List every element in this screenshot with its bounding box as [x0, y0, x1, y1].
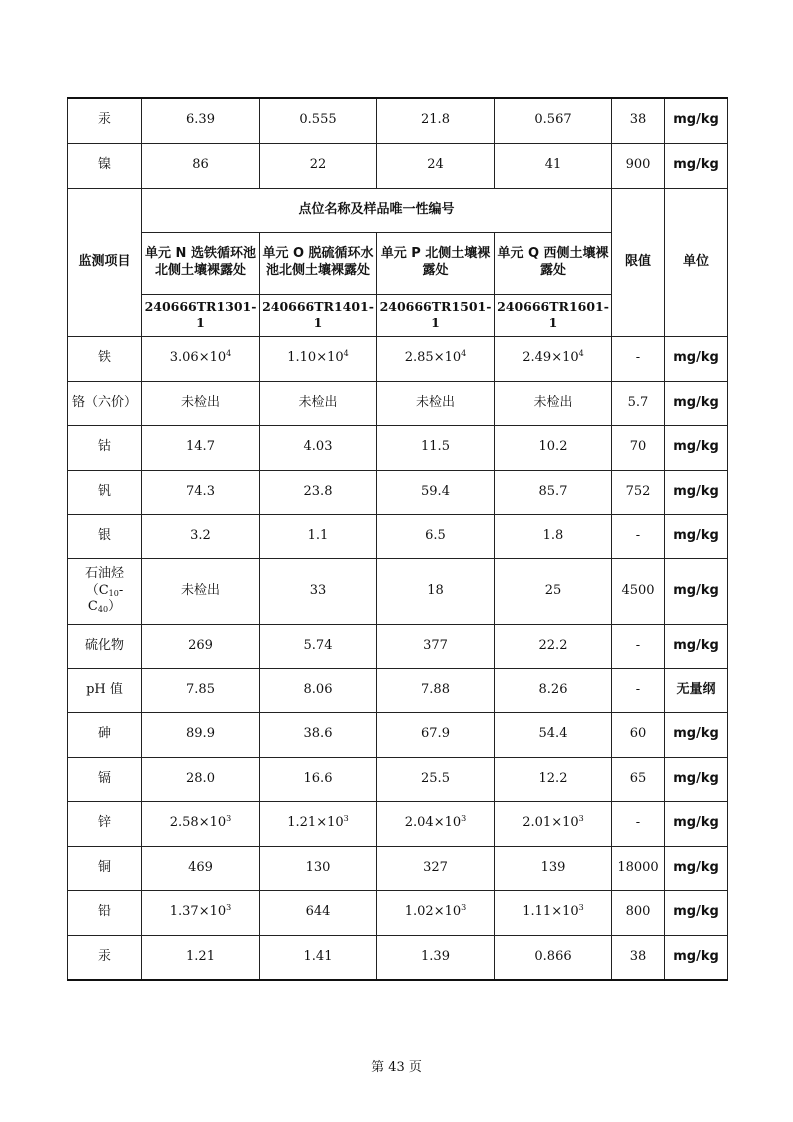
table-row [68, 98, 728, 143]
limit-cell: 752 [612, 470, 665, 514]
unit-cell: mg/kg [665, 935, 728, 980]
value-cell: 21.8 [377, 98, 495, 143]
site-name-header: 单元 O 脱硫循环水池北侧土壤裸露处 [260, 232, 377, 294]
item-cell: 钒 [68, 470, 142, 514]
group-header: 点位名称及样品唯一性编号 [142, 188, 612, 232]
value-cell: 67.9 [377, 712, 495, 757]
unit-cell: mg/kg [665, 801, 728, 846]
value-cell: 22 [260, 143, 377, 188]
table-row [68, 425, 728, 470]
value-cell: 1.21 [142, 935, 260, 980]
value-cell: 130 [260, 846, 377, 890]
table-row [68, 558, 728, 624]
value-cell: 86 [142, 143, 260, 188]
value-cell: 4.03 [260, 425, 377, 470]
value-cell: 139 [495, 846, 612, 890]
sample-code-header: 240666TR1401-1 [260, 294, 377, 336]
value-cell: 54.4 [495, 712, 612, 757]
unit-cell: mg/kg [665, 624, 728, 668]
limit-cell: - [612, 801, 665, 846]
value-cell: $1.11\times 10^3$ [495, 890, 612, 935]
value-cell: 41 [495, 143, 612, 188]
value-cell: 3.2 [142, 514, 260, 558]
item-cell: 锌 [68, 801, 142, 846]
value-cell: 0.866 [495, 935, 612, 980]
item-cell: 镉 [68, 757, 142, 801]
value-cell: 18 [377, 558, 495, 624]
item-cell: 汞 [68, 98, 142, 143]
table-row [68, 514, 728, 558]
limit-cell: 38 [612, 935, 665, 980]
value-cell: 644 [260, 890, 377, 935]
item-cell: 铁 [68, 336, 142, 381]
page-suffix: 页 [408, 1060, 422, 1075]
value-cell: 14.7 [142, 425, 260, 470]
value-cell: 269 [142, 624, 260, 668]
table-row [68, 757, 728, 801]
table-row [68, 846, 728, 890]
table-row [68, 801, 728, 846]
limit-cell: 800 [612, 890, 665, 935]
limit-cell: 60 [612, 712, 665, 757]
limit-cell: 65 [612, 757, 665, 801]
item-header: 监测项目 [68, 188, 142, 336]
item-cell: 铬（六价） [68, 381, 142, 425]
value-cell: 11.5 [377, 425, 495, 470]
value-cell: 16.6 [260, 757, 377, 801]
limit-cell: - [612, 668, 665, 712]
table-row [68, 143, 728, 188]
value-cell: 8.06 [260, 668, 377, 712]
table-row [68, 712, 728, 757]
value-cell: 6.39 [142, 98, 260, 143]
site-name-header: 单元 P 北侧土壤裸露处 [377, 232, 495, 294]
value-cell: 10.2 [495, 425, 612, 470]
unit-cell: mg/kg [665, 425, 728, 470]
limit-cell: 5.7 [612, 381, 665, 425]
value-cell: 7.88 [377, 668, 495, 712]
limit-cell: - [612, 514, 665, 558]
value-cell: 85.7 [495, 470, 612, 514]
value-cell: 未检出 [142, 558, 260, 624]
value-cell: 74.3 [142, 470, 260, 514]
table-row [68, 668, 728, 712]
value-cell: 59.4 [377, 470, 495, 514]
value-cell: $2.01\times 10^3$ [495, 801, 612, 846]
unit-cell: mg/kg [665, 757, 728, 801]
value-cell: 89.9 [142, 712, 260, 757]
page-prefix: 第 [371, 1060, 385, 1075]
value-cell: 7.85 [142, 668, 260, 712]
sample-code-header: 240666TR1501-1 [377, 294, 495, 336]
value-cell: 1.39 [377, 935, 495, 980]
site-name-header: 单元 Q 西侧土壤裸露处 [495, 232, 612, 294]
item-cell: 硫化物 [68, 624, 142, 668]
value-cell: 5.74 [260, 624, 377, 668]
value-cell: 25 [495, 558, 612, 624]
value-cell: $1.37\times 10^3$ [142, 890, 260, 935]
limit-header: 限值 [612, 188, 665, 336]
limit-cell: 70 [612, 425, 665, 470]
unit-cell: mg/kg [665, 712, 728, 757]
value-cell: 未检出 [142, 381, 260, 425]
table-row [68, 890, 728, 935]
limit-cell: - [612, 624, 665, 668]
item-cell: 铅 [68, 890, 142, 935]
value-cell: 327 [377, 846, 495, 890]
site-name-header: 单元 N 选铁循环池北侧土壤裸露处 [142, 232, 260, 294]
value-cell: 12.2 [495, 757, 612, 801]
item-cell: 铜 [68, 846, 142, 890]
value-cell: 1.1 [260, 514, 377, 558]
value-cell: 33 [260, 558, 377, 624]
item-cell: 汞 [68, 935, 142, 980]
value-cell: $1.02\times 10^3$ [377, 890, 495, 935]
unit-cell: 无量纲 [665, 668, 728, 712]
table-row [68, 336, 728, 381]
unit-cell: mg/kg [665, 336, 728, 381]
value-cell: 未检出 [260, 381, 377, 425]
value-cell: 377 [377, 624, 495, 668]
value-cell: 25.5 [377, 757, 495, 801]
unit-cell: mg/kg [665, 470, 728, 514]
sample-code-header: 240666TR1601-1 [495, 294, 612, 336]
header-row [68, 188, 728, 232]
value-cell: $1.21\times 10^3$ [260, 801, 377, 846]
limit-cell: 900 [612, 143, 665, 188]
unit-cell: mg/kg [665, 514, 728, 558]
value-cell: 1.41 [260, 935, 377, 980]
value-cell: 未检出 [377, 381, 495, 425]
item-cell: 砷 [68, 712, 142, 757]
table-row [68, 935, 728, 980]
limit-cell: 18000 [612, 846, 665, 890]
value-cell: $2.04\times 10^3$ [377, 801, 495, 846]
value-cell: $1.10\times 10^4$ [260, 336, 377, 381]
item-cell: 银 [68, 514, 142, 558]
item-cell: 钴 [68, 425, 142, 470]
item-cell: 镍 [68, 143, 142, 188]
value-cell: 1.8 [495, 514, 612, 558]
value-cell: 24 [377, 143, 495, 188]
value-cell: 469 [142, 846, 260, 890]
value-cell: 8.26 [495, 668, 612, 712]
unit-cell: mg/kg [665, 381, 728, 425]
unit-cell: mg/kg [665, 890, 728, 935]
value-cell: 0.555 [260, 98, 377, 143]
unit-cell: mg/kg [665, 98, 728, 143]
page-number: 43 [388, 1060, 405, 1075]
value-cell: 23.8 [260, 470, 377, 514]
page-footer [0, 1056, 793, 1075]
table-row [68, 624, 728, 668]
value-cell: 未检出 [495, 381, 612, 425]
limit-cell: - [612, 336, 665, 381]
value-cell: $2.85\times 10^4$ [377, 336, 495, 381]
value-cell: $3.06\times 10^4$ [142, 336, 260, 381]
value-cell: $2.58\times 10^3$ [142, 801, 260, 846]
unit-header: 单位 [665, 188, 728, 336]
sample-code-header: 240666TR1301-1 [142, 294, 260, 336]
limit-cell: 38 [612, 98, 665, 143]
value-cell: 0.567 [495, 98, 612, 143]
unit-cell: mg/kg [665, 143, 728, 188]
value-cell: 22.2 [495, 624, 612, 668]
value-cell: 38.6 [260, 712, 377, 757]
unit-cell: mg/kg [665, 846, 728, 890]
table-row [68, 470, 728, 514]
value-cell: 6.5 [377, 514, 495, 558]
table-row [68, 381, 728, 425]
monitoring-results-table [67, 97, 728, 981]
limit-cell: 4500 [612, 558, 665, 624]
item-cell: 石油烃$(C_{10}-C_{40})$ [68, 558, 142, 624]
unit-cell: mg/kg [665, 558, 728, 624]
value-cell: $2.49\times 10^4$ [495, 336, 612, 381]
item-cell: pH 值 [68, 668, 142, 712]
value-cell: 28.0 [142, 757, 260, 801]
